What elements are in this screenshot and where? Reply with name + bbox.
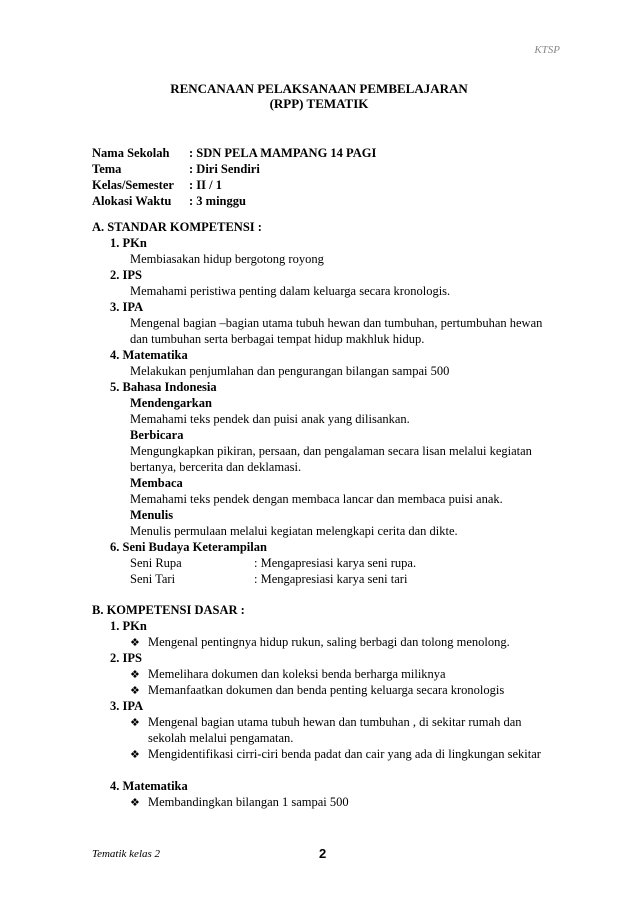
- sk-mendengarkan-heading: Mendengarkan: [130, 396, 212, 410]
- info-label: Tema: [92, 162, 122, 176]
- seni-text: : Mengapresiasi karya seni tari: [254, 572, 408, 586]
- info-value: : Diri Sendiri: [189, 162, 260, 176]
- sk-ipa-heading: 3. IPA: [110, 300, 144, 314]
- diamond-bullet-icon: ❖: [130, 796, 140, 809]
- sk-ips-heading: 2. IPS: [110, 268, 142, 282]
- sk-seni-tari: [130, 572, 407, 587]
- kd-pkn-heading: 1. PKn: [110, 619, 147, 633]
- sk-membaca-heading: Membaca: [130, 476, 183, 490]
- info-value: : II / 1: [189, 178, 222, 192]
- document-subtitle: (RPP) TEMATIK: [269, 96, 369, 111]
- sk-ipa-text-2: dan tumbuhan serta berbagai tempat hidup makhluk hidup.: [130, 332, 425, 346]
- sk-seni-rupa: [130, 556, 416, 571]
- bullet-text: Mengenal pentingnya hidup rukun, saling berbagi dan tolong menolong.: [148, 635, 510, 649]
- info-class: [92, 178, 222, 193]
- bullet-text: Mengenal bagian utama tubuh hewan dan tumbuhan , di sekitar rumah dan: [148, 715, 522, 729]
- curriculum-tag: KTSP: [534, 44, 560, 56]
- info-label: Nama Sekolah: [92, 146, 170, 160]
- page-number: 2: [319, 846, 327, 861]
- bullet-text: Mengidentifikasi cirri-ciri benda padat dan cair yang ada di lingkungan sekitar: [148, 747, 541, 761]
- sk-pkn-text: Membiasakan hidup bergotong royong: [130, 252, 324, 266]
- sk-berbicara-heading: Berbicara: [130, 428, 184, 442]
- sk-mat-heading: 4. Matematika: [110, 348, 188, 362]
- info-value: : 3 minggu: [189, 194, 246, 208]
- diamond-bullet-icon: ❖: [130, 668, 140, 681]
- kd-ips-bullet-1: [130, 667, 446, 682]
- seni-label: Seni Rupa: [130, 556, 182, 570]
- diamond-bullet-icon: ❖: [130, 684, 140, 697]
- info-time: [92, 194, 246, 209]
- sk-sbk-heading: 6. Seni Budaya Keterampilan: [110, 540, 267, 554]
- seni-label: Seni Tari: [130, 572, 176, 586]
- section-a-heading: A. STANDAR KOMPETENSI :: [92, 220, 262, 234]
- info-school: [92, 146, 376, 161]
- kd-ipa-bullet-1: [130, 715, 522, 730]
- bullet-text: Memanfaatkan dokumen dan benda penting keluarga secara kronologis: [148, 683, 505, 697]
- kd-pkn-bullet: [130, 635, 510, 650]
- section-b-heading: B. KOMPETENSI DASAR :: [92, 603, 245, 617]
- sk-berbicara-text-2: bertanya, bercerita dan deklamasi.: [130, 460, 302, 474]
- kd-ipa-heading: 3. IPA: [110, 699, 144, 713]
- diamond-bullet-icon: ❖: [130, 636, 140, 649]
- sk-menulis-heading: Menulis: [130, 508, 174, 522]
- kd-ipa-bullet-1-cont: sekolah melalui pengamatan.: [148, 731, 294, 745]
- sk-ips-text: Memahami peristiwa penting dalam keluarga secara kronologis.: [130, 284, 451, 298]
- sk-berbicara-text-1: Mengungkapkan pikiran, persaan, dan pengalaman secara lisan melalui kegiatan: [130, 444, 532, 458]
- diamond-bullet-icon: ❖: [130, 748, 140, 761]
- sk-membaca-text: Memahami teks pendek dengan membaca lancar dan membaca puisi anak.: [130, 492, 503, 506]
- kd-ips-heading: 2. IPS: [110, 651, 142, 665]
- kd-mat-heading: 4. Matematika: [110, 779, 188, 793]
- footer-label: Tematik kelas 2: [92, 848, 161, 860]
- kd-ipa-bullet-2: [130, 747, 541, 762]
- sk-mat-text: Melakukan penjumlahan dan pengurangan bilangan sampai 500: [130, 364, 450, 378]
- sk-pkn-heading: 1. PKn: [110, 236, 147, 250]
- info-label: Kelas/Semester: [92, 178, 174, 192]
- info-label: Alokasi Waktu: [92, 194, 172, 208]
- bullet-text: Memelihara dokumen dan koleksi benda berharga miliknya: [148, 667, 446, 681]
- info-value: : SDN PELA MAMPANG 14 PAGI: [189, 146, 377, 160]
- document-title: RENCANAAN PELAKSANAAN PEMBELAJARAN: [170, 81, 468, 96]
- sk-bindo-heading: 5. Bahasa Indonesia: [110, 380, 217, 394]
- bullet-text: Membandingkan bilangan 1 sampai 500: [148, 795, 349, 809]
- sk-mendengarkan-text: Memahami teks pendek dan puisi anak yang dilisankan.: [130, 412, 410, 426]
- sk-menulis-text: Menulis permulaan melalui kegiatan melengkapi cerita dan dikte.: [130, 524, 458, 538]
- seni-text: : Mengapresiasi karya seni rupa.: [254, 556, 417, 570]
- info-theme: [92, 162, 260, 177]
- sk-ipa-text-1: Mengenal bagian –bagian utama tubuh hewan dan tumbuhan, pertumbuhan hewan: [130, 316, 543, 330]
- diamond-bullet-icon: ❖: [130, 716, 140, 729]
- kd-mat-bullet: [130, 795, 349, 810]
- kd-ips-bullet-2: [130, 683, 504, 698]
